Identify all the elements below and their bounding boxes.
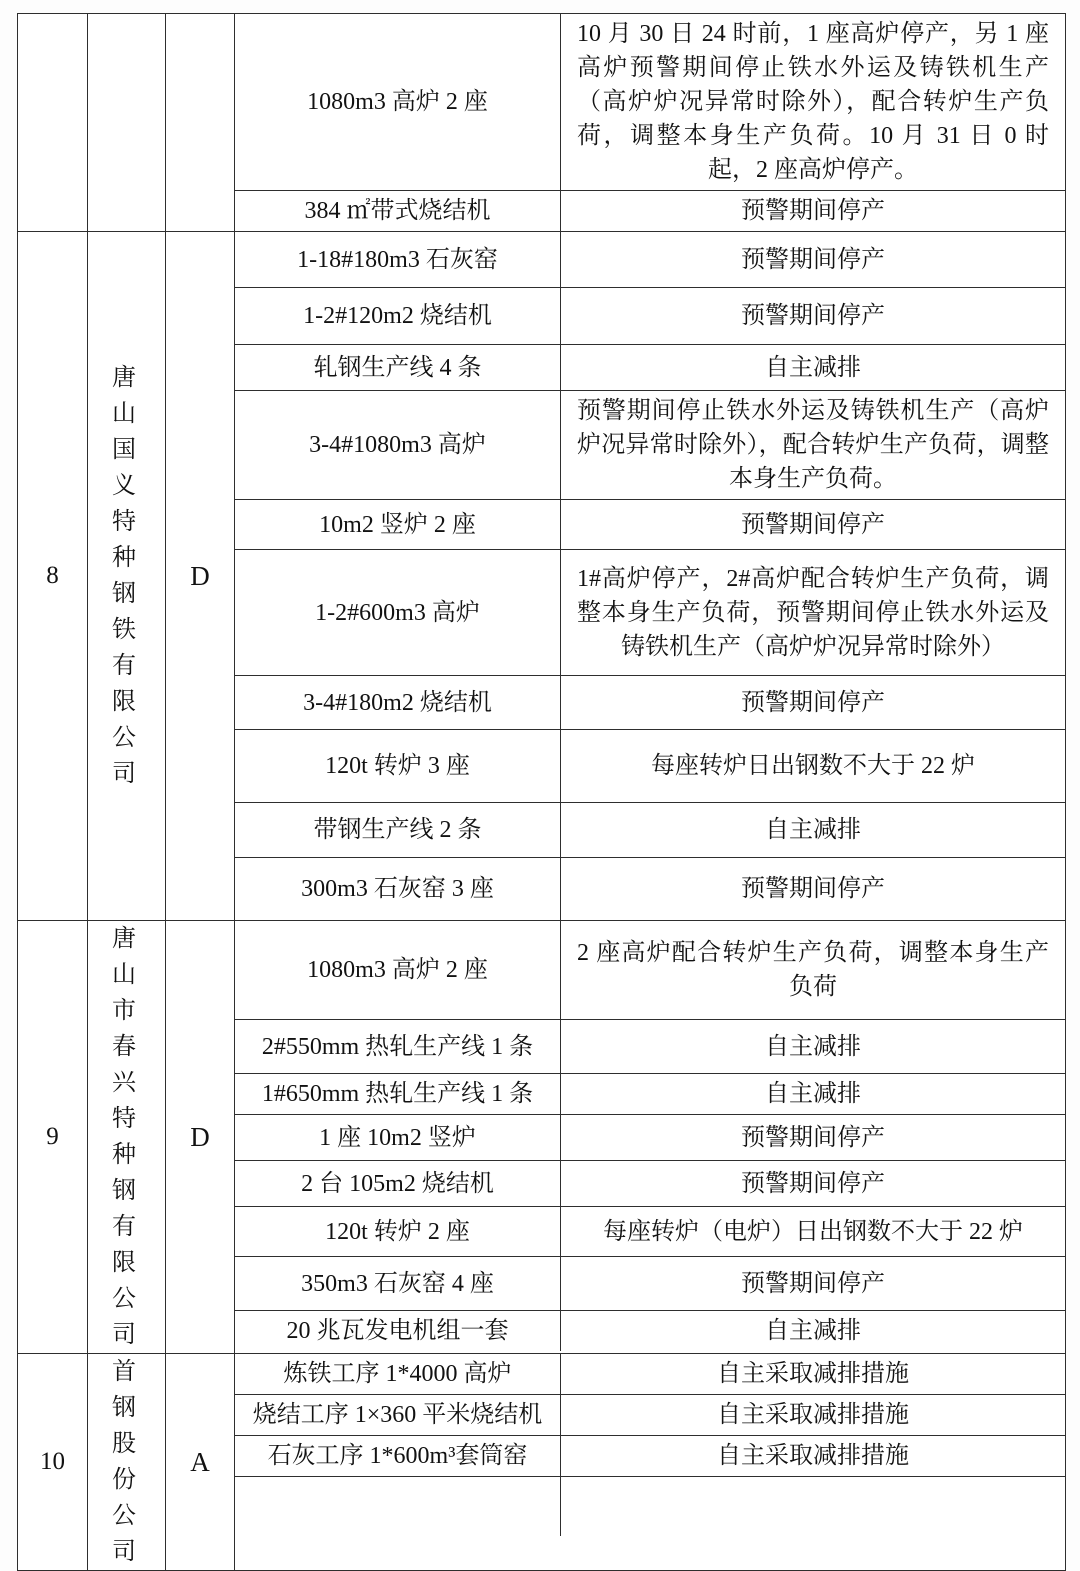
measure-cell: [560, 1115, 1065, 1160]
measure-cell: [560, 288, 1065, 344]
equipment-cell: [235, 1207, 560, 1256]
equipment-cell: [235, 1257, 560, 1310]
equipment-text: 120t 转炉 3 座: [325, 753, 470, 779]
measure-cell: [560, 730, 1065, 802]
measure-text: 自主采取减排措施: [717, 1443, 909, 1469]
table-row: [235, 729, 1065, 802]
measure-text: 预警期间停产: [741, 246, 885, 273]
table-row: [235, 1435, 1065, 1476]
measure-cell: [560, 921, 1065, 1019]
equipment-text: 2#550mm 热轧生产线 1 条: [261, 1033, 534, 1060]
measure-cell: [560, 1020, 1065, 1073]
equipment-cell: [235, 391, 560, 499]
equipment-text: 2 台 105m2 烧结机: [301, 1170, 494, 1197]
measure-text: 预警期间停产: [741, 876, 885, 902]
table-row: [235, 1354, 1065, 1394]
equipment-text: 384 ㎡带式烧结机: [304, 198, 491, 224]
equipment-cell: [235, 803, 560, 857]
measure-cell: [560, 391, 1065, 499]
table-row: [235, 802, 1065, 857]
table-row: [235, 675, 1065, 729]
equipment-cell: [235, 676, 560, 729]
measure-text: 自主减排: [765, 1033, 861, 1060]
table-row: [235, 1256, 1065, 1310]
measure-text: 预警期间停产: [741, 1170, 885, 1197]
measure-text: 预警期间停止铁水外运及铸铁机生产（高炉炉况异常时除外），配合转炉生产负荷，调整本身生产负荷。: [577, 398, 1049, 492]
measure-cell: [560, 1074, 1065, 1114]
measure-text: 自主减排: [765, 1318, 861, 1344]
company-name-cell: [87, 232, 165, 920]
measure-cell: [560, 803, 1065, 857]
equipment-cell: [235, 1395, 560, 1435]
measure-cell: [560, 1207, 1065, 1256]
equipment-rows: [234, 921, 1065, 1353]
table-row: [235, 344, 1065, 390]
measure-cell: [560, 1354, 1065, 1394]
table-row: [235, 1476, 1065, 1536]
company-name-cell: [87, 921, 165, 1353]
equipment-text: 350m3 石灰窑 4 座: [301, 1270, 494, 1297]
company-name-cell: [87, 14, 165, 231]
measure-text: 1#高炉停产，2#高炉配合转炉生产负荷，调整本身生产负荷，预警期间停止铁水外运及铸铁机生产（高炉炉况异常时除外）: [577, 565, 1049, 660]
measure-text: 自主减排: [765, 1081, 861, 1107]
equipment-cell: [235, 550, 560, 675]
grade-label: A: [190, 1447, 210, 1477]
measure-cell: [560, 1477, 1065, 1536]
table-row: [235, 1114, 1065, 1160]
measure-text: 预警期间停产: [741, 689, 885, 716]
equipment-rows: [234, 232, 1065, 920]
table-row: [235, 549, 1065, 675]
equipment-text: 20 兆瓦发电机组一套: [286, 1318, 509, 1344]
measure-text: 预警期间停产: [741, 511, 885, 538]
equipment-cell: [235, 1115, 560, 1160]
measure-cell: [560, 1311, 1065, 1351]
equipment-text: 1080m3 高炉 2 座: [307, 957, 488, 983]
measure-cell: [560, 14, 1065, 190]
table-row: [235, 921, 1065, 1019]
measure-cell: [560, 858, 1065, 920]
grade-cell: [165, 921, 234, 1353]
measure-text: 预警期间停产: [741, 198, 885, 224]
equipment-text: 1-2#600m3 高炉: [315, 599, 480, 626]
company-name: 唐山国义特种钢铁有限公司: [112, 365, 141, 787]
equipment-text: 石灰工序 1*600m³套筒窑: [267, 1443, 528, 1469]
table-row: [235, 1073, 1065, 1114]
measure-cell: [560, 676, 1065, 729]
measure-cell: [560, 500, 1065, 549]
measure-text: 自主采取减排措施: [717, 1361, 909, 1387]
table-row: [235, 1310, 1065, 1351]
grade-label: D: [190, 561, 210, 591]
measure-text: 10 月 30 日 24 时前，1 座高炉停产，另 1 座高炉预警期间停止铁水外运及铸铁机生产（高炉炉况异常时除外），配合转炉生产负荷，调整本身生产负荷。10 月 31 日 0 时起，2 座高炉停产。: [577, 21, 1049, 183]
company-group: [18, 231, 1065, 920]
equipment-rows: [234, 14, 1065, 231]
equipment-text: 10m2 竖炉 2 座: [319, 511, 476, 538]
equipment-rows: [234, 1354, 1065, 1570]
table-row: [235, 232, 1065, 287]
equipment-cell: [235, 232, 560, 287]
measure-cell: [560, 1257, 1065, 1310]
equipment-text: 带钢生产线 2 条: [313, 817, 482, 843]
equipment-text: 1-2#120m2 烧结机: [303, 303, 492, 329]
measure-text: 自主采取减排措施: [717, 1402, 909, 1428]
row-index: 10: [40, 1448, 65, 1475]
measure-cell: [560, 232, 1065, 287]
row-index: 8: [46, 562, 59, 589]
equipment-text: 炼铁工序 1*4000 高炉: [283, 1361, 512, 1387]
equipment-cell: [235, 921, 560, 1019]
equipment-text: 3-4#180m2 烧结机: [303, 689, 492, 716]
table-row: [235, 14, 1065, 190]
table-row: [235, 1019, 1065, 1073]
measure-cell: [560, 1436, 1065, 1476]
measure-text: 每座转炉日出钢数不大于 22 炉: [651, 753, 975, 779]
grade-cell: [165, 14, 234, 231]
row-index-cell: [18, 1354, 87, 1570]
equipment-cell: [235, 1161, 560, 1206]
table-row: [235, 1206, 1065, 1256]
measures-table: [17, 13, 1066, 1571]
table-row: [235, 1160, 1065, 1206]
grade-cell: [165, 1354, 234, 1570]
equipment-cell: [235, 14, 560, 190]
company-name: 首钢股份公司: [112, 1359, 141, 1565]
equipment-cell: [235, 1074, 560, 1114]
measure-cell: [560, 550, 1065, 675]
measure-text: 自主减排: [765, 817, 861, 843]
equipment-text: 1080m3 高炉 2 座: [307, 89, 488, 115]
measure-text: 预警期间停产: [741, 303, 885, 329]
equipment-text: 120t 转炉 2 座: [325, 1218, 470, 1245]
table-row: [235, 190, 1065, 231]
company-name-cell: [87, 1354, 165, 1570]
table-row: [235, 390, 1065, 499]
equipment-cell: [235, 730, 560, 802]
equipment-cell: [235, 1311, 560, 1351]
row-index-cell: [18, 232, 87, 920]
grade-cell: [165, 232, 234, 920]
equipment-text: 烧结工序 1×360 平米烧结机: [252, 1402, 543, 1428]
equipment-cell: [235, 288, 560, 344]
equipment-text: 1 座 10m2 竖炉: [319, 1124, 476, 1151]
equipment-text: 300m3 石灰窑 3 座: [301, 876, 494, 902]
equipment-cell: [235, 1436, 560, 1476]
company-group: [18, 920, 1065, 1353]
equipment-cell: [235, 500, 560, 549]
measure-text: 预警期间停产: [741, 1124, 885, 1151]
row-index: 9: [46, 1123, 59, 1150]
measure-cell: [560, 1395, 1065, 1435]
table-row: [235, 287, 1065, 344]
equipment-cell: [235, 191, 560, 231]
measure-cell: [560, 191, 1065, 231]
row-index-cell: [18, 921, 87, 1353]
row-index-cell: [18, 14, 87, 231]
equipment-cell: [235, 345, 560, 390]
company-name: 唐山市春兴特种钢有限公司: [112, 926, 141, 1348]
equipment-cell: [235, 1020, 560, 1073]
grade-label: D: [190, 1122, 210, 1152]
measure-text: 自主减排: [765, 354, 861, 381]
table-row: [235, 857, 1065, 920]
company-group: [18, 1353, 1065, 1570]
measure-text: 预警期间停产: [741, 1270, 885, 1297]
equipment-text: 3-4#1080m3 高炉: [309, 432, 486, 458]
measure-cell: [560, 1161, 1065, 1206]
equipment-text: 1-18#180m3 石灰窑: [297, 246, 498, 273]
equipment-text: 轧钢生产线 4 条: [313, 354, 482, 381]
measure-text: 每座转炉（电炉）日出钢数不大于 22 炉: [603, 1218, 1023, 1245]
measure-cell: [560, 345, 1065, 390]
equipment-cell: [235, 858, 560, 920]
equipment-cell: [235, 1477, 560, 1536]
equipment-cell: [235, 1354, 560, 1394]
table-row: [235, 499, 1065, 549]
company-group: [18, 14, 1065, 231]
measure-text: 2 座高炉配合转炉生产负荷，调整本身生产负荷: [577, 940, 1049, 1000]
equipment-text: 1#650mm 热轧生产线 1 条: [261, 1081, 534, 1107]
